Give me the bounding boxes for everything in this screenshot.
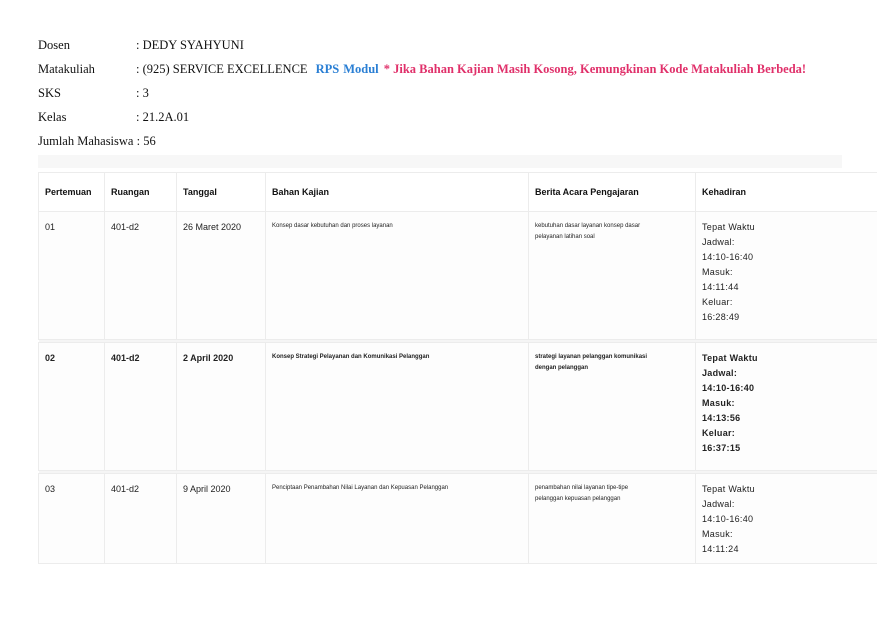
- kehadiran-cell: [696, 474, 877, 564]
- berita-line: penambahan nilai layanan tipe-tipe: [535, 485, 629, 491]
- jadwal-value: 14:10-16:40: [702, 383, 755, 393]
- attendance-status: Tepat Waktu: [702, 222, 755, 232]
- header-tanggal: Tanggal: [177, 173, 266, 212]
- berita-acara-cell: [529, 474, 696, 564]
- berita-line: dengan pelanggan: [535, 365, 589, 371]
- table-row: [39, 343, 877, 471]
- jadwal-label: Jadwal:: [702, 499, 735, 509]
- jadwal-value: 14:10-16:40: [702, 252, 754, 262]
- attendance-status: Tepat Waktu: [702, 484, 755, 494]
- sks-row: [38, 84, 156, 108]
- pertemuan-cell: 03: [39, 474, 105, 564]
- kelas-row: [38, 108, 190, 132]
- kelas-value: : 21.2A.01: [136, 110, 190, 124]
- table-row: [39, 474, 877, 564]
- modul-link[interactable]: Modul: [343, 62, 379, 76]
- warning-text: * Jika Bahan Kajian Masih Kosong, Kemungkinan Kode Matakuliah Berbeda!: [383, 62, 807, 76]
- header-ruangan: Ruangan: [105, 173, 177, 212]
- berita-acara-cell: [529, 212, 696, 340]
- berita-acara-cell: [529, 343, 696, 471]
- masuk-label: Masuk:: [702, 398, 735, 408]
- header-bahan-kajian: Bahan Kajian: [266, 173, 529, 212]
- course-info: [38, 36, 807, 156]
- attendance-status: Tepat Waktu: [702, 353, 758, 363]
- masuk-label: Masuk:: [702, 529, 733, 539]
- masuk-value: 14:11:24: [702, 544, 739, 554]
- matakuliah-row: [38, 60, 807, 84]
- attendance-table: [38, 172, 877, 564]
- sks-label: SKS: [38, 86, 61, 100]
- keluar-value: 16:28:49: [702, 312, 740, 322]
- pertemuan-cell: 01: [39, 212, 105, 340]
- header-pertemuan: Pertemuan: [39, 173, 105, 212]
- keluar-label: Keluar:: [702, 428, 736, 438]
- kehadiran-cell: [696, 212, 877, 340]
- keluar-value: 16:37:15: [702, 443, 741, 453]
- bahan-kajian-cell: Konsep Strategi Pelayanan dan Komunikasi Pelanggan: [266, 343, 529, 471]
- matakuliah-value: : (925) SERVICE EXCELLENCE: [136, 62, 308, 76]
- jumlah-value: : 56: [136, 134, 156, 148]
- jadwal-value: 14:10-16:40: [702, 514, 754, 524]
- tanggal-cell: 9 April 2020: [177, 474, 266, 564]
- berita-line: pelayanan latihan soal: [535, 234, 595, 240]
- bahan-kajian-cell: Penciptaan Penambahan Nilai Layanan dan Kepuasan Pelanggan: [266, 474, 529, 564]
- kelas-label: Kelas: [38, 110, 67, 124]
- tanggal-cell: 2 April 2020: [177, 343, 266, 471]
- matakuliah-value-group: [136, 60, 806, 78]
- section-divider: [38, 155, 842, 168]
- ruangan-cell: 401-d2: [105, 343, 177, 471]
- table-header-row: [39, 173, 877, 212]
- dosen-value: : DEDY SYAHYUNI: [136, 38, 244, 52]
- jumlah-label: Jumlah Mahasiswa: [38, 134, 134, 148]
- ruangan-cell: 401-d2: [105, 474, 177, 564]
- berita-line: strategi layanan pelanggan komunikasi: [535, 354, 648, 360]
- jadwal-label: Jadwal:: [702, 368, 738, 378]
- bahan-kajian-cell: Konsep dasar kebutuhan dan proses layanan: [266, 212, 529, 340]
- kehadiran-cell: [696, 343, 877, 471]
- pertemuan-cell: 02: [39, 343, 105, 471]
- matakuliah-label: Matakuliah: [38, 62, 95, 76]
- header-berita-acara: Berita Acara Pengajaran: [529, 173, 696, 212]
- masuk-value: 14:11:44: [702, 282, 739, 292]
- header-kehadiran: Kehadiran: [696, 173, 877, 212]
- table-row: [39, 212, 877, 340]
- masuk-label: Masuk:: [702, 267, 733, 277]
- masuk-value: 14:13:56: [702, 413, 741, 423]
- dosen-row: [38, 36, 244, 60]
- berita-line: pelanggan kepuasan pelanggan: [535, 496, 621, 502]
- jumlah-row: [38, 132, 156, 156]
- ruangan-cell: 401-d2: [105, 212, 177, 340]
- keluar-label: Keluar:: [702, 297, 733, 307]
- sks-value: : 3: [136, 86, 149, 100]
- berita-line: kebutuhan dasar layanan konsep dasar: [535, 223, 641, 229]
- dosen-label: Dosen: [38, 38, 70, 52]
- rps-link[interactable]: RPS: [315, 62, 340, 76]
- jadwal-label: Jadwal:: [702, 237, 735, 247]
- tanggal-cell: 26 Maret 2020: [177, 212, 266, 340]
